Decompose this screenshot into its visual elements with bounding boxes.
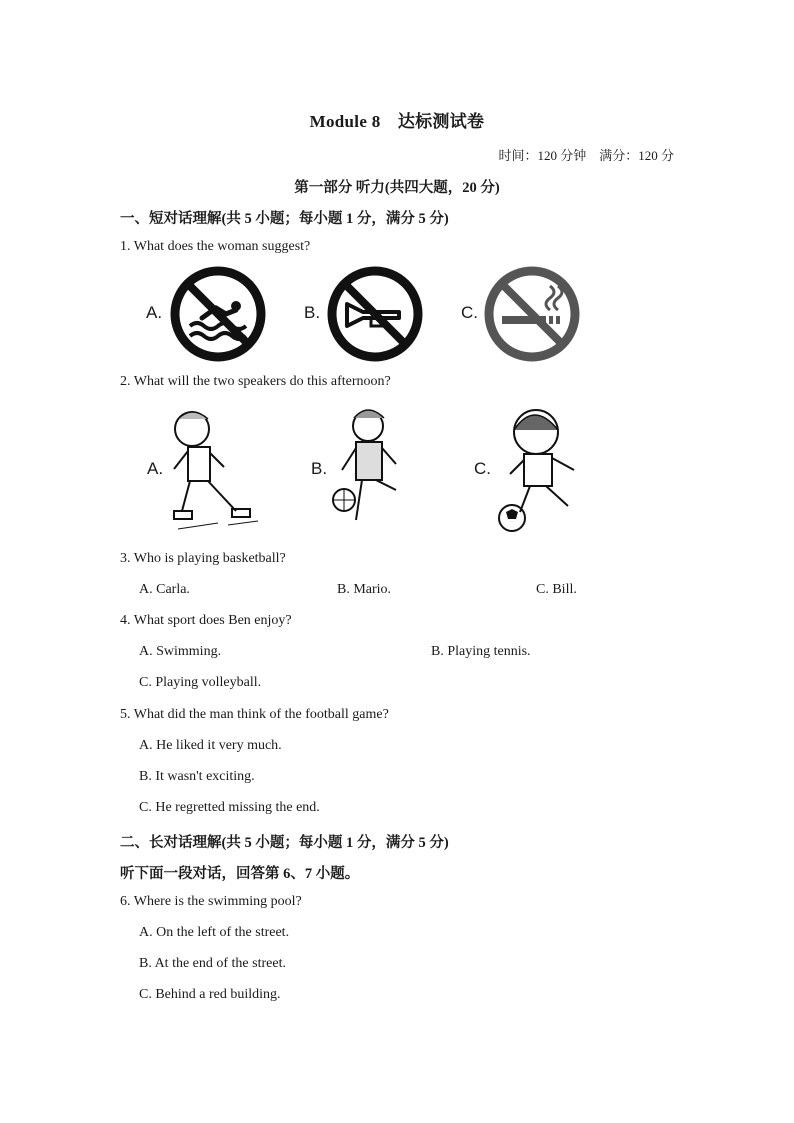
question-4: 4. What sport does Ben enjoy? xyxy=(120,613,292,628)
question-1: 1. What does the woman suggest? xyxy=(120,239,311,254)
question-5: 5. What did the man think of the football game? xyxy=(120,707,389,722)
section-1-title: 一、短对话理解(共 5 小题；每小题 1 分，满分 5 分) xyxy=(120,211,449,227)
boy-football-icon xyxy=(496,404,586,534)
exam-meta: 时间：120 分钟 满分：120 分 xyxy=(498,148,674,163)
q5-option-a: A. He liked it very much. xyxy=(139,738,282,753)
q5-option-c: C. He regretted missing the end. xyxy=(139,800,320,815)
q2-option-b-label: B. xyxy=(311,459,328,478)
question-3: 3. Who is playing basketball? xyxy=(120,551,286,566)
question-2: 2. What will the two speakers do this afternoon? xyxy=(120,374,391,389)
q3-option-a: A. Carla. xyxy=(139,582,190,597)
q1-option-b-label: B. xyxy=(304,303,321,322)
q1-option-c-label: C. xyxy=(461,303,478,322)
no-swimming-icon xyxy=(170,266,266,362)
q1-option-a-label: A. xyxy=(146,303,163,322)
q2-option-a-label: A. xyxy=(147,459,164,478)
section-2-title: 二、长对话理解(共 5 小题；每小题 1 分，满分 5 分) xyxy=(120,835,449,851)
boy-skating-icon xyxy=(168,405,268,533)
q6-option-c: C. Behind a red building. xyxy=(139,987,281,1002)
q3-option-c: C. Bill. xyxy=(536,582,577,597)
no-horn-icon xyxy=(327,266,423,362)
q4-option-c: C. Playing volleyball. xyxy=(139,675,262,690)
q5-option-b: B. It wasn't exciting. xyxy=(139,769,255,784)
section-2-intro: 听下面一段对话，回答第 6、7 小题。 xyxy=(120,866,360,882)
q6-option-a: A. On the left of the street. xyxy=(139,925,290,940)
boy-basketball-icon xyxy=(330,404,410,534)
page-title: Module 8 达标测试卷 xyxy=(309,112,485,131)
q3-option-b: B. Mario. xyxy=(337,582,392,597)
q4-option-a: A. Swimming. xyxy=(139,644,222,659)
q4-option-b: B. Playing tennis. xyxy=(431,644,531,659)
part-title: 第一部分 听力(共四大题，20 分) xyxy=(294,180,500,196)
question-6: 6. Where is the swimming pool? xyxy=(120,894,302,909)
no-smoking-icon xyxy=(484,266,580,362)
q2-option-c-label: C. xyxy=(474,459,491,478)
q6-option-b: B. At the end of the street. xyxy=(139,956,286,971)
